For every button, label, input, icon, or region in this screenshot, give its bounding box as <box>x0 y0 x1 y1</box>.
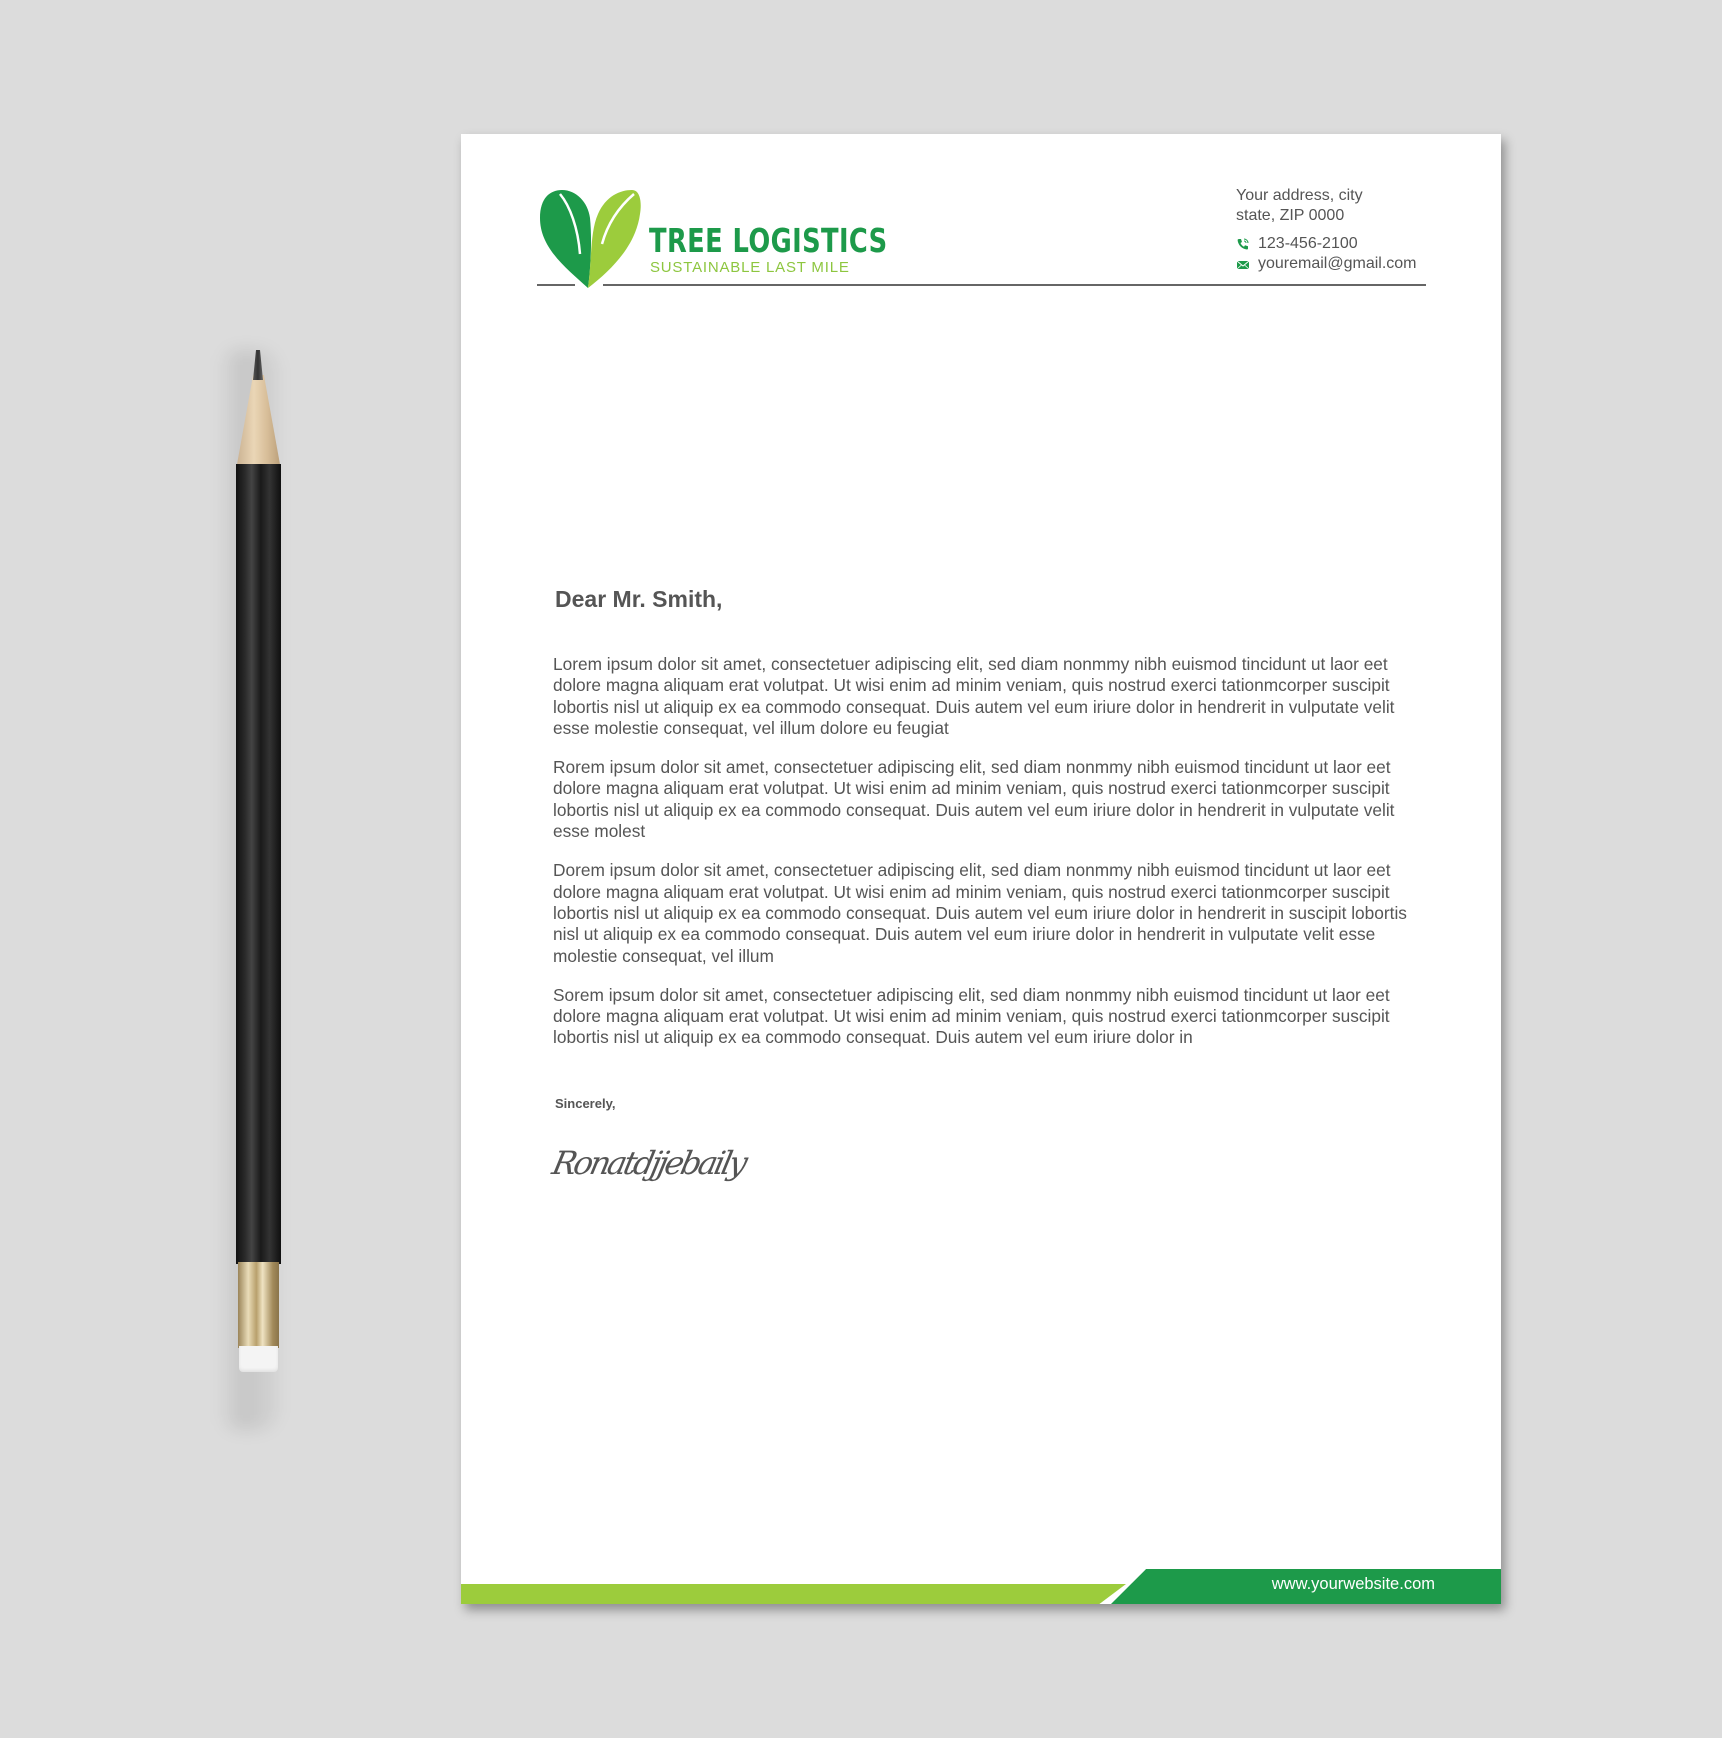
envelope-icon <box>1236 257 1250 271</box>
footer-bar-light <box>461 1584 1126 1604</box>
phone-number: 123-456-2100 <box>1258 235 1358 252</box>
header-divider-left <box>537 284 575 286</box>
letterhead-paper <box>461 134 1501 1604</box>
pencil-lead <box>253 350 263 380</box>
pencil-ferrule <box>238 1262 279 1348</box>
brand-name: TREE LOGISTICS <box>649 221 888 260</box>
signature: Ronatdjjebaily <box>548 1144 749 1182</box>
paragraph: Rorem ipsum dolor sit amet, consectetuer adipiscing elit, sed diam nonmmy nibh euismod tincidunt ut laor eet dolore magna aliquam erat volutpat. Ut wisi enim ad minim veniam, quis nostrud exerci tationmcorper suscipit lobortis nisl ut aliquip ex ea commodo consequat. Duis autem vel eum iriure dolor in hendrerit in vulputate velit esse molest <box>553 757 1395 842</box>
phone-row <box>1236 234 1417 254</box>
paragraph: Sorem ipsum dolor sit amet, consectetuer adipiscing elit, sed diam nonmmy nibh euismod tincidunt ut laor eet dolore magna aliquam erat volutpat. Ut wisi enim ad minim veniam, quis nostrud exerci tationmcorper suscipit lobortis nisl ut aliquip ex ea commodo consequat. Duis autem vel eum iriure dolor in <box>553 984 1390 1048</box>
letter-body <box>553 654 1413 1067</box>
phone-icon <box>1236 237 1250 251</box>
salutation: Dear Mr. Smith, <box>555 586 723 612</box>
pencil-eraser <box>239 1346 278 1372</box>
website-url: www.yourwebsite.com <box>1271 1575 1435 1593</box>
heart-leaf-icon <box>536 188 646 288</box>
brand-tagline: SUSTAINABLE LAST MILE <box>650 259 850 276</box>
email-row <box>1236 254 1417 274</box>
pencil-body <box>236 464 281 1264</box>
header-divider <box>603 284 1426 286</box>
closing: Sincerely, <box>555 1096 616 1111</box>
paragraph: Lorem ipsum dolor sit amet, consectetuer adipiscing elit, sed diam nonmmy nibh euismod tincidunt ut laor eet dolore magna aliquam erat volutpat. Ut wisi enim ad minim veniam, quis nostrud exerci tationmcorper suscipit lobortis nisl ut aliquip ex ea commodo consequat. Duis autem vel eum iriure dolor in hendrerit in vulputate velit esse molestie consequat, vel illum dolore eu feugiat <box>553 654 1395 738</box>
pencil-wood-tip <box>236 375 281 470</box>
address-line-1: Your address, city <box>1236 187 1363 204</box>
email-address: youremail@gmail.com <box>1258 255 1417 272</box>
pencil <box>236 350 281 1420</box>
contact-block <box>1236 186 1417 274</box>
address-line-2: state, ZIP 0000 <box>1236 207 1345 224</box>
paragraph: Dorem ipsum dolor sit amet, consectetuer adipiscing elit, sed diam nonmmy nibh euismod tincidunt ut laor eet dolore magna aliquam erat volutpat. Ut wisi enim ad minim veniam, quis nostrud exerci tationmcorper suscipit lobortis nisl ut aliquip ex ea commodo consequat. Duis autem vel eum iriure dolor in hendrerit in suscipit lobortis nisl ut aliquip ex ea commodo consequat. Duis autem vel eum iriure dolor in hendrerit in vulputate velit esse molestie consequat, vel illum <box>553 860 1407 966</box>
